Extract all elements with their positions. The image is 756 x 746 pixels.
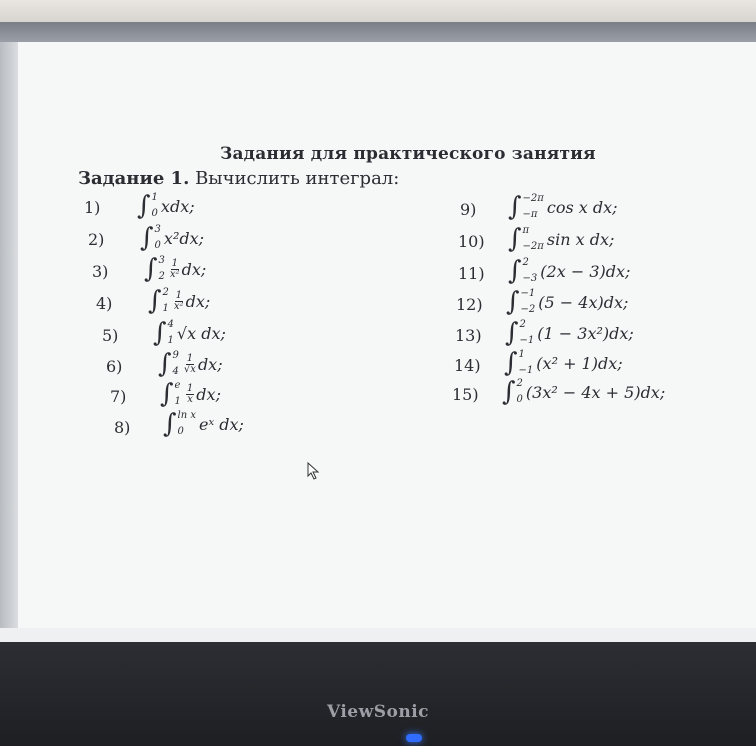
integrand: √x dx;	[176, 323, 226, 343]
lower-limit: 0	[177, 426, 184, 437]
integrand: dx;	[196, 384, 221, 404]
integral-sign: ∫ −2π −π	[508, 192, 544, 222]
item-number: 9)	[460, 200, 477, 219]
integral-expression	[508, 258, 630, 284]
item-number: 5)	[102, 326, 119, 345]
item-number: 2)	[88, 230, 105, 249]
fraction	[184, 354, 196, 375]
lower-limit: 2	[158, 271, 165, 282]
upper-limit: 2	[516, 378, 523, 389]
integrand: xdx;	[160, 196, 195, 216]
integral-expression	[160, 381, 221, 407]
monitor-bezel	[0, 642, 756, 746]
upper-limit: −1	[520, 288, 536, 299]
lower-limit: 1	[167, 335, 174, 346]
integrand: eˣ dx;	[199, 414, 244, 434]
upper-limit: 2	[522, 257, 529, 268]
task-heading	[78, 168, 399, 189]
item-number: 8)	[114, 418, 131, 437]
item-number: 10)	[458, 232, 485, 251]
fraction	[186, 384, 194, 405]
lower-limit: −1	[518, 365, 534, 376]
fraction-numerator: 1	[186, 352, 194, 364]
fraction-denominator: x	[187, 393, 193, 405]
task-label: Задание 1.	[78, 168, 190, 189]
integral-expression	[508, 194, 618, 220]
item-number: 6)	[106, 357, 123, 376]
item-number: 11)	[458, 264, 485, 283]
item-number: 3)	[92, 262, 109, 281]
document-left-margin	[0, 42, 20, 628]
task-text: Вычислить интеграл:	[195, 168, 400, 189]
integral-sign: ∫ 2 1	[148, 286, 169, 316]
integral-sign: ∫ 2 0	[502, 377, 523, 407]
integral-expression	[137, 193, 195, 219]
lower-limit: 1	[162, 303, 169, 314]
integrand: x²dx;	[163, 228, 205, 248]
lower-limit: 1	[174, 396, 181, 407]
lower-limit: −2	[520, 304, 536, 315]
item-number: 1)	[84, 198, 101, 217]
fraction	[170, 259, 180, 280]
fraction-denominator: x²	[169, 268, 180, 280]
monitor-brand-logo: ViewSonic	[326, 702, 430, 722]
integral-expression	[502, 379, 665, 405]
integral-sign: ∫ e 1	[160, 379, 181, 409]
integral-expression	[506, 289, 628, 315]
integral-expression	[163, 411, 244, 437]
integrand: (3x² − 4x + 5)dx;	[525, 382, 666, 402]
integrand: (1 − 3x²)dx;	[537, 323, 634, 343]
fraction-denominator: x²	[173, 300, 184, 312]
integral-sign: ∫ 2 −3	[508, 256, 538, 286]
integral-sign: ∫ 3 0	[140, 223, 161, 253]
integral-expression	[148, 288, 210, 314]
upper-limit: 2	[519, 319, 526, 330]
integrand: (x² + 1)dx;	[536, 353, 623, 373]
integral-sign: ∫ −1 −2	[506, 287, 536, 317]
integral-expression	[144, 256, 206, 282]
integral-sign: ∫ 1 0	[137, 191, 158, 221]
document-page[interactable]	[18, 42, 756, 628]
integral-sign: ∫ 4 1	[153, 318, 174, 348]
integral-sign: ∫ π −2π	[508, 224, 544, 254]
integral-expression	[140, 225, 204, 251]
integral-sign: ∫ 9 4	[158, 349, 179, 379]
integrand: dx;	[197, 354, 223, 374]
integral-expression	[504, 350, 623, 376]
window-title-bar	[0, 22, 756, 42]
mouse-pointer-icon	[307, 462, 321, 480]
upper-limit: e	[174, 380, 181, 391]
upper-limit: 1	[518, 349, 525, 360]
integral-sign: ∫ ln x 0	[163, 409, 197, 439]
lower-limit: 0	[516, 394, 523, 405]
upper-limit: 3	[158, 255, 165, 266]
lower-limit: −π	[522, 209, 538, 220]
fraction	[174, 291, 184, 312]
item-number: 12)	[456, 295, 483, 314]
item-number: 7)	[110, 387, 127, 406]
item-number: 15)	[452, 385, 479, 404]
upper-limit: 2	[162, 287, 169, 298]
upper-limit: 9	[172, 350, 179, 361]
upper-limit: π	[522, 225, 530, 236]
upper-limit: ln x	[177, 410, 197, 421]
lower-limit: 0	[151, 208, 158, 219]
background-wall	[0, 0, 756, 22]
upper-limit: −2π	[522, 193, 544, 204]
fraction-numerator: 1	[186, 382, 194, 394]
integrand: (5 − 4x)dx;	[538, 292, 629, 312]
fraction-numerator: 1	[175, 289, 182, 301]
page-title: Задания для практического занятия	[220, 144, 596, 164]
integral-expression	[153, 320, 226, 346]
lower-limit: −2π	[522, 241, 544, 252]
integral-expression	[158, 351, 223, 377]
fraction-denominator: √x	[183, 363, 196, 375]
integral-sign: ∫ 3 2	[144, 254, 165, 284]
integral-expression	[505, 320, 634, 346]
lower-limit: −1	[519, 335, 535, 346]
monitor-screen	[0, 22, 756, 642]
power-led-icon	[406, 734, 422, 742]
item-number: 4)	[96, 294, 113, 313]
upper-limit: 1	[151, 192, 158, 203]
integral-sign: ∫ 2 −1	[505, 318, 535, 348]
upper-limit: 4	[167, 319, 174, 330]
integral-sign: ∫ 1 −1	[504, 348, 534, 378]
integral-expression	[508, 226, 614, 252]
item-number: 13)	[455, 326, 482, 345]
integrand: dx;	[181, 259, 207, 279]
integrand: sin x dx;	[546, 229, 615, 249]
lower-limit: −3	[522, 273, 538, 284]
upper-limit: 3	[154, 224, 161, 235]
item-number: 14)	[454, 356, 481, 375]
fraction-numerator: 1	[171, 257, 178, 269]
lower-limit: 4	[172, 366, 179, 377]
integrand: cos x dx;	[546, 197, 618, 217]
lower-limit: 0	[154, 240, 161, 251]
integrand: (2x − 3)dx;	[540, 261, 631, 281]
integrand: dx;	[185, 291, 211, 311]
